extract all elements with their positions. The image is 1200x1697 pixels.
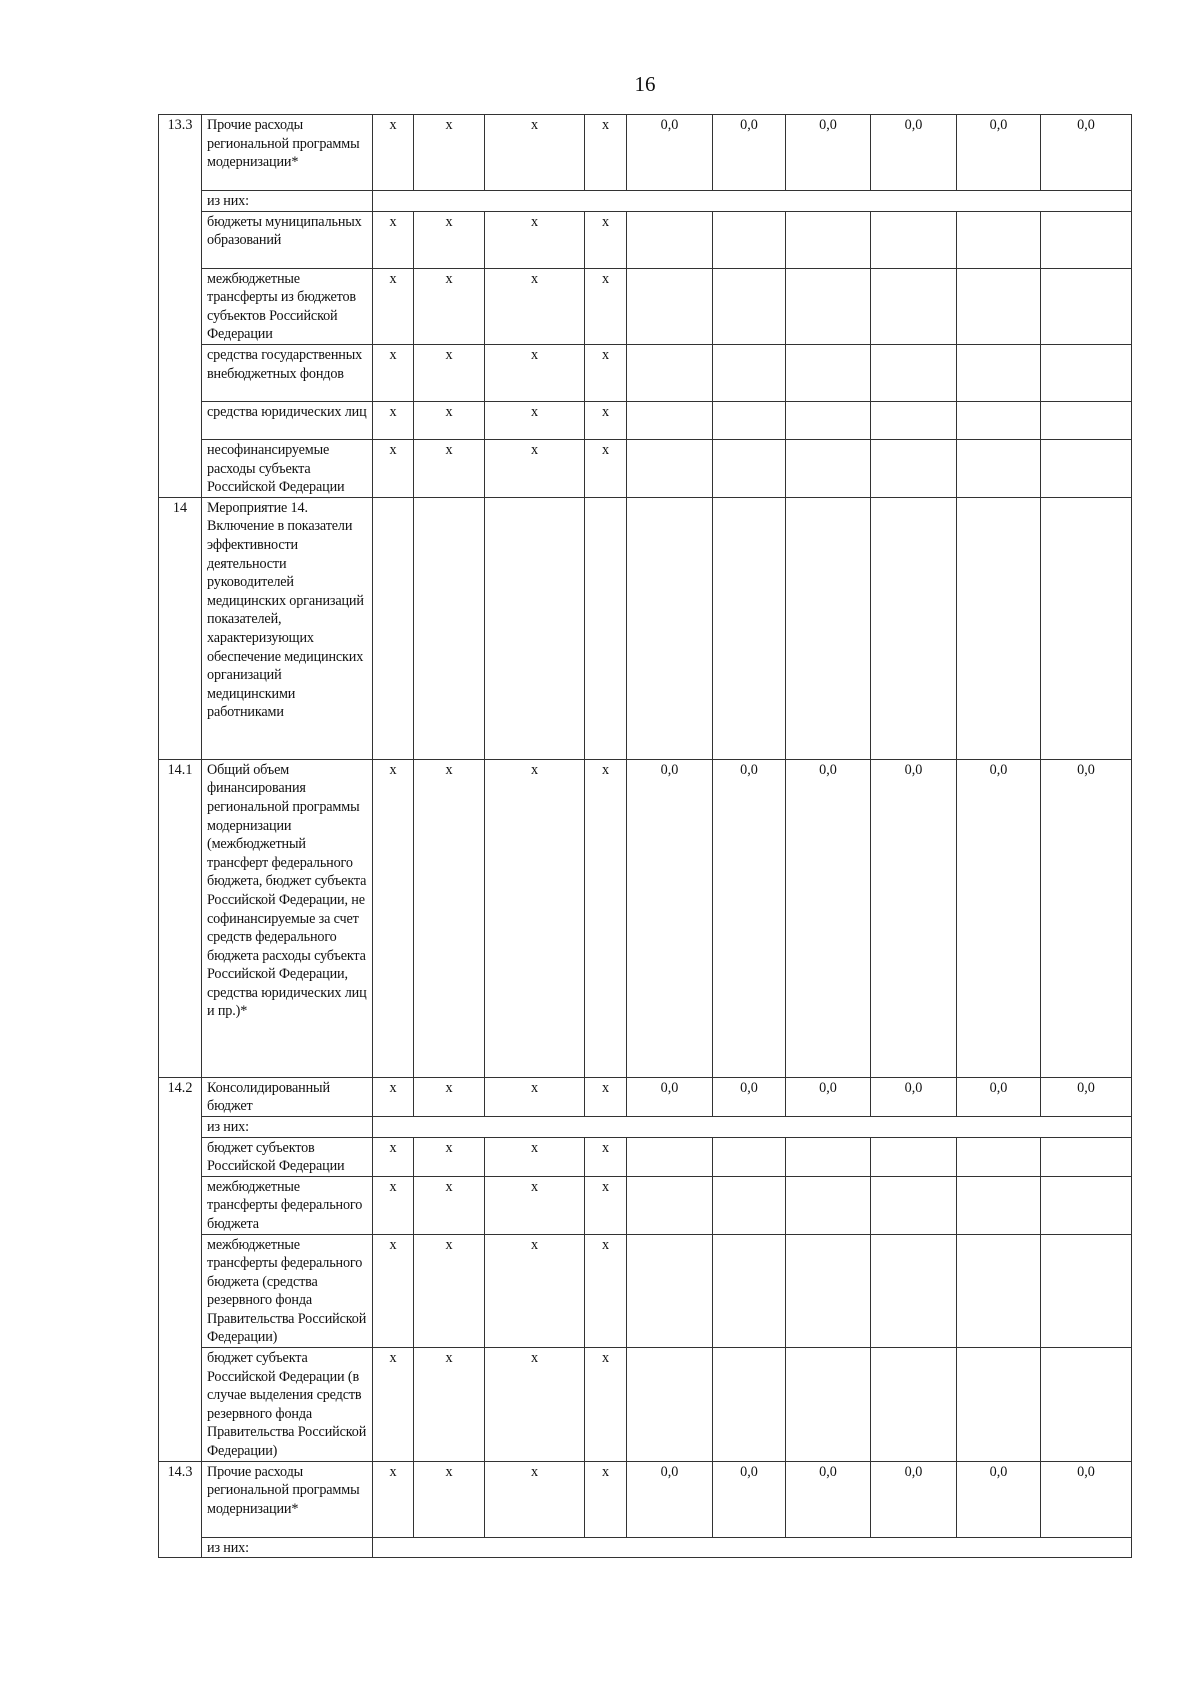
value-cell [627, 1234, 713, 1348]
value-cell: х [373, 211, 414, 268]
value-cell: х [414, 115, 485, 191]
value-cell: 0,0 [871, 115, 957, 191]
value-cell [713, 344, 786, 401]
page-number: 16 [634, 72, 656, 96]
value-cell: 0,0 [957, 115, 1041, 191]
table-row [159, 115, 1132, 191]
value-cell: х [373, 401, 414, 439]
value-cell [871, 1234, 957, 1348]
value-cell [957, 497, 1041, 759]
value-cell [1041, 497, 1132, 759]
value-cell [713, 497, 786, 759]
value-cell: х [414, 268, 485, 344]
value-cell [871, 401, 957, 439]
value-cell: 0,0 [713, 759, 786, 1077]
value-cell [957, 439, 1041, 497]
value-cell [627, 1348, 713, 1462]
value-cell: х [585, 1137, 627, 1176]
value-cell [871, 439, 957, 497]
value-cell [1041, 1234, 1132, 1348]
value-cell: х [414, 1176, 485, 1234]
row-name: Общий объем финансирования региональной программы модернизации (межбюджетный трансферт федерального бюджета, бюджет субъекта Российской Федерации, не софинансируемые за счет средств федерального бюджета расходы субъекта Российской Федерации, средства юридических лиц и пр.)* [202, 759, 373, 1077]
table-row [159, 268, 1132, 344]
value-cell: х [373, 759, 414, 1077]
value-cell [1041, 1348, 1132, 1462]
value-cell: х [373, 439, 414, 497]
table-row [159, 439, 1132, 497]
financing-table [158, 114, 1132, 1558]
table-row [159, 401, 1132, 439]
value-cell: х [485, 1348, 585, 1462]
merged-empty-cell [373, 191, 1132, 212]
value-cell: х [373, 1077, 414, 1116]
value-cell: х [585, 1234, 627, 1348]
value-cell [713, 439, 786, 497]
table-row [159, 1234, 1132, 1348]
value-cell [713, 1137, 786, 1176]
value-cell: х [485, 1077, 585, 1116]
value-cell [957, 211, 1041, 268]
value-cell [957, 268, 1041, 344]
value-cell: х [485, 401, 585, 439]
value-cell [1041, 1176, 1132, 1234]
value-cell [713, 268, 786, 344]
row-number: 14.3 [159, 1461, 202, 1558]
value-cell: х [585, 1461, 627, 1537]
row-name: Мероприятие 14. Включение в показатели эффективности деятельности руководителей медицинских организаций показателей, характеризующих обеспечение медицинских организаций медицинскими работниками [202, 497, 373, 759]
table-row [159, 1461, 1132, 1537]
value-cell [786, 1348, 871, 1462]
value-cell: х [585, 1077, 627, 1116]
value-cell: 0,0 [871, 759, 957, 1077]
value-cell: х [414, 1077, 485, 1116]
row-name: Прочие расходы региональной программы модернизации* [202, 115, 373, 191]
value-cell [786, 268, 871, 344]
value-cell [871, 344, 957, 401]
row-name: Прочие расходы региональной программы модернизации* [202, 1461, 373, 1537]
value-cell [627, 401, 713, 439]
value-cell [786, 401, 871, 439]
value-cell [871, 1348, 957, 1462]
value-cell [627, 268, 713, 344]
row-name: межбюджетные трансферты федерального бюджета [202, 1176, 373, 1234]
value-cell: х [485, 268, 585, 344]
value-cell: 0,0 [957, 759, 1041, 1077]
value-cell [871, 211, 957, 268]
value-cell: х [373, 1348, 414, 1462]
value-cell: х [373, 344, 414, 401]
value-cell: х [414, 211, 485, 268]
value-cell [786, 1137, 871, 1176]
value-cell: х [485, 344, 585, 401]
value-cell: х [414, 759, 485, 1077]
value-cell [1041, 439, 1132, 497]
value-cell [627, 344, 713, 401]
value-cell: 0,0 [627, 1461, 713, 1537]
value-cell: х [414, 344, 485, 401]
value-cell: х [585, 211, 627, 268]
value-cell [871, 497, 957, 759]
value-cell [485, 497, 585, 759]
row-name: из них: [202, 191, 373, 212]
row-name: средства юридических лиц [202, 401, 373, 439]
value-cell: х [373, 1137, 414, 1176]
row-number: 14.2 [159, 1077, 202, 1461]
value-cell: 0,0 [1041, 1461, 1132, 1537]
value-cell [713, 211, 786, 268]
table-row [159, 344, 1132, 401]
row-number: 14 [159, 497, 202, 759]
value-cell: х [585, 1176, 627, 1234]
table-row [159, 1137, 1132, 1176]
row-name: из них: [202, 1537, 373, 1558]
value-cell [957, 1234, 1041, 1348]
value-cell [713, 1234, 786, 1348]
value-cell: 0,0 [957, 1077, 1041, 1116]
value-cell: х [485, 115, 585, 191]
value-cell: х [414, 1348, 485, 1462]
value-cell: х [585, 1348, 627, 1462]
value-cell: х [373, 268, 414, 344]
value-cell: х [585, 115, 627, 191]
value-cell [627, 1176, 713, 1234]
value-cell [713, 1176, 786, 1234]
value-cell: 0,0 [786, 115, 871, 191]
value-cell: х [485, 439, 585, 497]
value-cell: х [585, 759, 627, 1077]
value-cell: х [414, 1234, 485, 1348]
value-cell: х [373, 1176, 414, 1234]
row-number: 14.1 [159, 759, 202, 1077]
value-cell [871, 1137, 957, 1176]
value-cell [585, 497, 627, 759]
value-cell: х [373, 115, 414, 191]
value-cell: 0,0 [871, 1461, 957, 1537]
table-row [159, 1537, 1132, 1558]
table-row [159, 1077, 1132, 1116]
value-cell [627, 211, 713, 268]
value-cell: х [414, 1137, 485, 1176]
value-cell [957, 1176, 1041, 1234]
table-row [159, 1116, 1132, 1137]
row-name: бюджеты муниципальных образований [202, 211, 373, 268]
row-name: бюджет субъектов Российской Федерации [202, 1137, 373, 1176]
value-cell [373, 497, 414, 759]
value-cell [1041, 268, 1132, 344]
value-cell: х [585, 439, 627, 497]
value-cell: 0,0 [871, 1077, 957, 1116]
value-cell: 0,0 [627, 115, 713, 191]
value-cell [871, 1176, 957, 1234]
value-cell [957, 1348, 1041, 1462]
row-name: средства государственных внебюджетных фондов [202, 344, 373, 401]
value-cell [713, 401, 786, 439]
value-cell: 0,0 [786, 1077, 871, 1116]
table-row [159, 1348, 1132, 1462]
value-cell [1041, 401, 1132, 439]
value-cell: 0,0 [1041, 759, 1132, 1077]
value-cell [713, 1348, 786, 1462]
row-name: несофинансируемые расходы субъекта Российской Федерации [202, 439, 373, 497]
value-cell: х [373, 1461, 414, 1537]
value-cell [627, 497, 713, 759]
value-cell: 0,0 [786, 759, 871, 1077]
row-number: 13.3 [159, 115, 202, 498]
value-cell [786, 497, 871, 759]
value-cell: 0,0 [713, 1077, 786, 1116]
value-cell: х [485, 1137, 585, 1176]
row-name: из них: [202, 1116, 373, 1137]
table-row [159, 1176, 1132, 1234]
table-row [159, 497, 1132, 759]
value-cell: 0,0 [1041, 1077, 1132, 1116]
value-cell: 0,0 [957, 1461, 1041, 1537]
value-cell [786, 1176, 871, 1234]
value-cell: 0,0 [627, 1077, 713, 1116]
value-cell [786, 211, 871, 268]
table-row [159, 191, 1132, 212]
value-cell: х [414, 401, 485, 439]
value-cell: 0,0 [713, 1461, 786, 1537]
value-cell [1041, 211, 1132, 268]
row-name: межбюджетные трансферты из бюджетов субъектов Российской Федерации [202, 268, 373, 344]
value-cell: 0,0 [627, 759, 713, 1077]
value-cell: х [414, 1461, 485, 1537]
value-cell: х [485, 1176, 585, 1234]
value-cell [627, 1137, 713, 1176]
value-cell [957, 344, 1041, 401]
value-cell: х [373, 1234, 414, 1348]
value-cell: х [585, 401, 627, 439]
merged-empty-cell [373, 1116, 1132, 1137]
value-cell: х [485, 1461, 585, 1537]
value-cell: 0,0 [713, 115, 786, 191]
row-name: межбюджетные трансферты федерального бюджета (средства резервного фонда Правительства Российской Федерации) [202, 1234, 373, 1348]
value-cell: х [485, 1234, 585, 1348]
value-cell [786, 344, 871, 401]
value-cell: 0,0 [786, 1461, 871, 1537]
value-cell: х [585, 268, 627, 344]
table-row [159, 759, 1132, 1077]
value-cell [1041, 344, 1132, 401]
table-row [159, 211, 1132, 268]
value-cell [627, 439, 713, 497]
value-cell: х [485, 759, 585, 1077]
value-cell [786, 1234, 871, 1348]
value-cell [1041, 1137, 1132, 1176]
value-cell: х [414, 439, 485, 497]
value-cell: х [485, 211, 585, 268]
value-cell: 0,0 [1041, 115, 1132, 191]
value-cell [786, 439, 871, 497]
row-name: Консолидированный бюджет [202, 1077, 373, 1116]
value-cell [957, 401, 1041, 439]
value-cell [957, 1137, 1041, 1176]
row-name: бюджет субъекта Российской Федерации (в случае выделения средств резервного фонда Правительства Российской Федерации) [202, 1348, 373, 1462]
value-cell: х [585, 344, 627, 401]
merged-empty-cell [373, 1537, 1132, 1558]
value-cell [871, 268, 957, 344]
value-cell [414, 497, 485, 759]
